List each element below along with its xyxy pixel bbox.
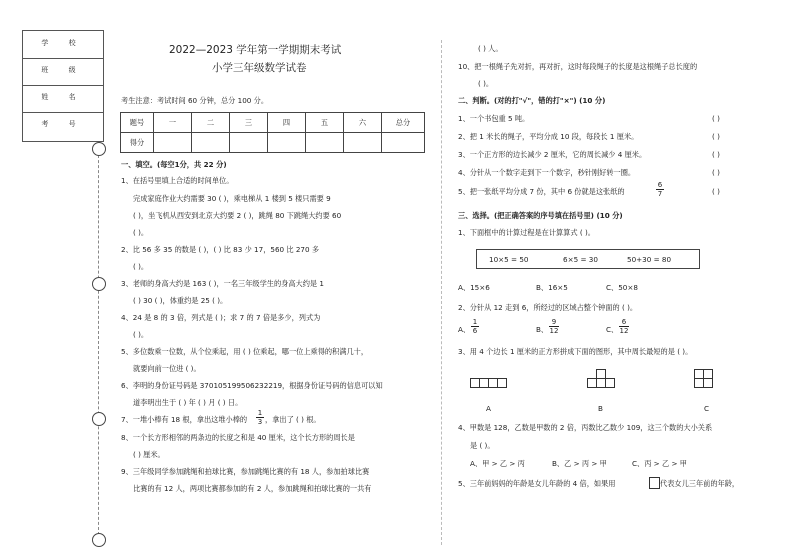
fraction-numerator: 1 — [257, 409, 263, 417]
exam-title: 2022—2023 学年第一学期期末考试 — [169, 44, 342, 56]
fraction — [619, 318, 629, 335]
calc-step: 10×5 = 50 — [489, 255, 529, 264]
binding-row-id — [23, 112, 103, 140]
shape-b — [587, 369, 617, 389]
unit-square — [497, 378, 507, 388]
table-cell: 得分 — [121, 133, 154, 153]
fraction-denominator: 3 — [257, 418, 263, 426]
calc-step: 50+30 = 80 — [627, 255, 672, 264]
choice-option: A、甲 > 乙 > 丙 — [470, 459, 525, 468]
table-cell: 六 — [344, 113, 382, 133]
choice-question: 5、三年前妈妈的年龄是女儿年龄的 4 倍，如果用 — [458, 479, 616, 488]
question-line: 7、一堆小棒有 18 根，拿出这堆小棒的 — [121, 415, 248, 424]
table-cell: 五 — [306, 113, 344, 133]
question-line: 5、多位数乘一位数，从个位乘起，用 ( ) 位乘起，哪一位上乘得的积满几十， — [121, 347, 369, 356]
score-cell[interactable] — [192, 133, 230, 153]
binding-hole — [92, 533, 106, 547]
judge-answer-blank[interactable]: ( ) — [712, 132, 720, 141]
binding-hole — [92, 277, 106, 291]
score-cell[interactable] — [230, 133, 268, 153]
binding-info-box — [22, 30, 104, 142]
fraction — [549, 318, 559, 335]
question-line: 完成家庭作业大约需要 30 ( )，乘电梯从 1 楼到 5 楼只需要 9 — [133, 194, 331, 203]
fraction-denominator: 6 — [472, 327, 478, 335]
shape-c — [694, 369, 714, 389]
school-label: 学 校 — [41, 39, 85, 47]
section1-heading: 一、填空。(每空1分，共 22 分) — [121, 160, 227, 169]
choice-question: 1、下面框中的计算过程是在计算算式 ( )。 — [458, 228, 595, 237]
fraction-denominator: 12 — [549, 327, 559, 335]
question-line: 比赛的有 12 人，两项比赛都参加的有 2 人，参加跳绳和拍球比赛的一共有 — [133, 484, 372, 493]
unit-square — [605, 378, 615, 388]
page-divider — [441, 40, 442, 545]
judge-answer-blank[interactable]: ( ) — [712, 150, 720, 159]
choice-question: 2、分针从 12 走到 6，所经过的区域占整个钟面的 ( )。 — [458, 303, 638, 312]
fraction — [256, 409, 264, 426]
fraction — [656, 181, 664, 198]
judge-item: 2、把 1 米长的绳子，平均分成 10 段，每段长 1 厘米。 — [458, 132, 639, 141]
shape-a — [470, 378, 510, 388]
placeholder-box — [649, 477, 660, 489]
question-line: ( ) 30 ( )，体重约是 25 ( )。 — [133, 296, 228, 305]
judge-item: 1、一个书包重 5 吨。 — [458, 114, 530, 123]
choice-option: C、丙 > 乙 > 甲 — [632, 459, 687, 468]
shape-label: A — [486, 404, 491, 413]
question-line: ( )。 — [133, 330, 149, 339]
question-line: ，拿出了 ( ) 根。 — [265, 415, 321, 424]
table-cell: 总分 — [382, 113, 425, 133]
exam-notice: 考生注意：考试时间 60 分钟，总分 100 分。 — [121, 96, 269, 105]
question-line: 就要向前一位进 ( )。 — [133, 364, 201, 373]
question-line: 6、李明的身份证号码是 370105199506232219，根据身份证号码的信息可以知 — [121, 381, 383, 390]
choice-option: B、乙 > 丙 > 甲 — [552, 459, 607, 468]
judge-answer-blank[interactable]: ( ) — [712, 114, 720, 123]
question-line: 8、一个长方形相邻的两条边的长度之和是 40 厘米，这个长方形的周长是 — [121, 433, 355, 442]
choice-option: C、50×8 — [606, 283, 638, 292]
question-line: ( )。 — [133, 228, 149, 237]
question-line: 10、把一根绳子先对折，再对折，这时每段绳子的长度是这根绳子总长度的 — [458, 62, 698, 71]
question-line: 9、三年级同学参加跳绳和拍球比赛，参加跳绳比赛的有 18 人，参加拍球比赛 — [121, 467, 370, 476]
question-line: ( )。 — [478, 79, 494, 88]
fraction-numerator: 6 — [621, 318, 627, 326]
question-line: 3、老师的身高大约是 163 ( )，一名三年级学生的身高大约是 1 — [121, 279, 324, 288]
table-cell: 三 — [230, 113, 268, 133]
choice-question: 3、用 4 个边长 1 厘米的正方形拼成下面的图形，其中周长最短的是 ( )。 — [458, 347, 693, 356]
table-cell: 二 — [192, 113, 230, 133]
judge-item: 3、一个正方形的边长减少 2 厘米，它的周长减少 4 厘米。 — [458, 150, 647, 159]
fraction-numerator: 9 — [551, 318, 557, 326]
score-cell[interactable] — [154, 133, 192, 153]
question-line: ( )，坐飞机从西安到北京大约要 2 ( )，跳绳 80 下跳绳大约要 60 — [133, 211, 342, 220]
question-line: 道李明出生于 ( ) 年 ( ) 月 ( ) 日。 — [133, 398, 243, 407]
score-table — [120, 112, 425, 153]
judge-item: 4、分针从一个数字走到下一个数字，秒针刚好转一圈。 — [458, 168, 636, 177]
question-line: ( ) 人。 — [478, 44, 503, 53]
question-line: ( )。 — [133, 262, 149, 271]
question-line: ( ) 厘米。 — [133, 450, 165, 459]
fraction — [471, 318, 479, 335]
section2-heading: 二、判断。(对的打"√"，错的打"×") (10 分) — [458, 96, 606, 105]
score-cell[interactable] — [344, 133, 382, 153]
question-line: 4、24 是 8 的 3 倍，列式是 ( )；求 7 的 7 倍是多少，列式为 — [121, 313, 321, 322]
class-label: 班 级 — [41, 66, 85, 74]
shape-label: C — [704, 404, 710, 413]
calc-step: 6×5 = 30 — [563, 255, 598, 264]
choice-question: 代表女儿三年前的年龄， — [660, 479, 740, 488]
choice-question: 4、甲数是 128，乙数是甲数的 2 倍，丙数比乙数少 109，这三个数的大小关系 — [458, 423, 713, 432]
question-line: 2、比 56 多 35 的数是 ( )，( ) 比 83 少 17，560 比 270 多 — [121, 245, 320, 254]
score-table-header-row — [121, 113, 425, 133]
binding-gutter-line — [98, 145, 99, 540]
score-table-score-row — [121, 133, 425, 153]
table-cell: 一 — [154, 113, 192, 133]
calculation-box — [476, 249, 700, 269]
shape-label: B — [598, 404, 603, 413]
judge-answer-blank[interactable]: ( ) — [712, 187, 720, 196]
binding-hole — [92, 142, 106, 156]
question-line: 1、在括号里填上合适的时间单位。 — [121, 176, 234, 185]
choice-option: B、 — [536, 325, 549, 334]
table-cell: 题号 — [121, 113, 154, 133]
binding-row-name — [23, 85, 103, 113]
choice-question: 是 ( )。 — [470, 441, 495, 450]
binding-hole — [92, 412, 106, 426]
binding-row-school — [23, 31, 103, 59]
score-cell[interactable] — [268, 133, 306, 153]
judge-answer-blank[interactable]: ( ) — [712, 168, 720, 177]
binding-row-class — [23, 58, 103, 86]
section3-heading: 三、选择。(把正确答案的序号填在括号里) (10 分) — [458, 211, 623, 220]
fraction-numerator: 6 — [657, 181, 663, 189]
choice-option: B、16×5 — [536, 283, 568, 292]
choice-option: A、 — [458, 325, 471, 334]
name-label: 姓 名 — [41, 93, 85, 101]
unit-square — [703, 378, 713, 388]
id-label: 考 号 — [41, 120, 85, 128]
exam-subtitle: 小学三年级数学试卷 — [212, 62, 307, 74]
choice-option: C、 — [606, 325, 619, 334]
fraction-denominator: 7 — [657, 190, 663, 198]
fraction-numerator: 1 — [472, 318, 478, 326]
judge-item: 5、把一张纸平均分成 7 份，其中 6 份就是这张纸的 — [458, 187, 625, 196]
fraction-denominator: 12 — [619, 327, 629, 335]
table-cell: 四 — [268, 113, 306, 133]
score-cell[interactable] — [382, 133, 425, 153]
choice-option: A、15×6 — [458, 283, 490, 292]
score-cell[interactable] — [306, 133, 344, 153]
